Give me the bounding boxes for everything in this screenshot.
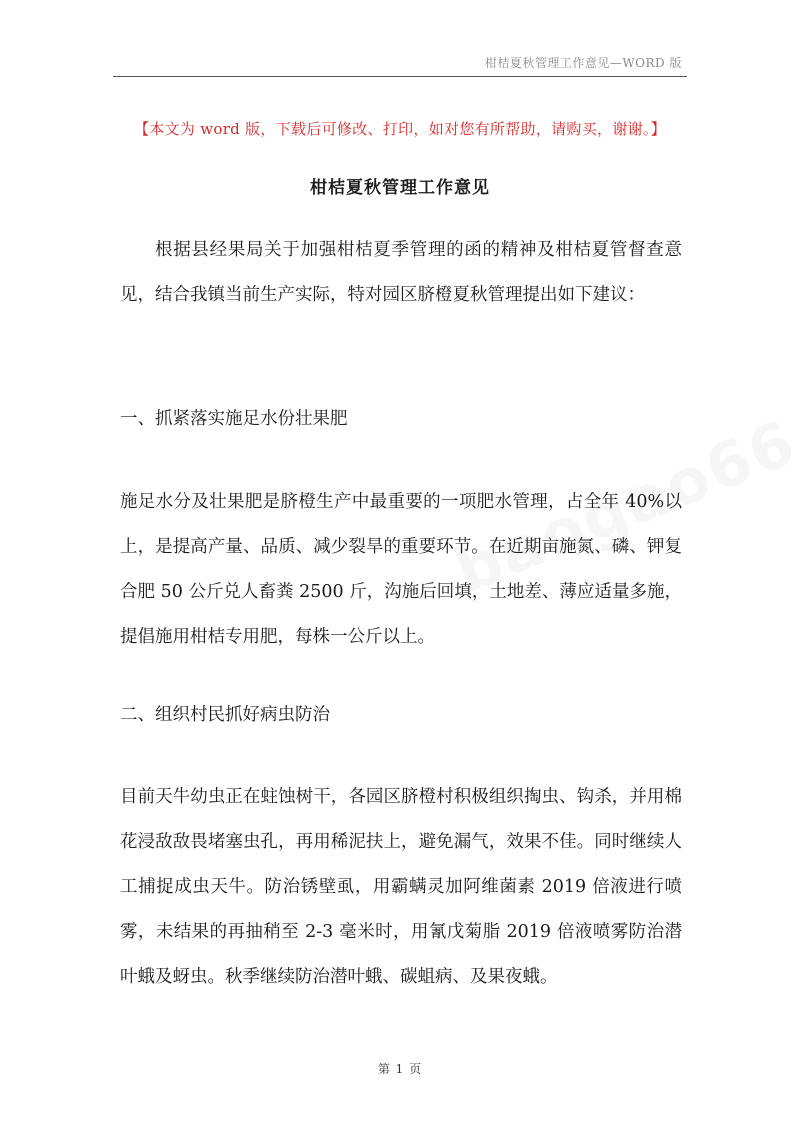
section-heading-2: 二、组织村民抓好病虫防治 xyxy=(120,705,330,725)
header-divider xyxy=(113,76,687,77)
intro-paragraph: 根据县经果局关于加强柑桔夏季管理的函的精神及柑桔夏管督查意见，结合我镇当前生产实际，特对园区脐橙夏秋管理提出如下建议： xyxy=(120,240,682,305)
document-title: 柑桔夏秋管理工作意见 xyxy=(310,178,490,198)
purchase-notice: 【本文为 word 版，下载后可修改、打印，如对您有所帮助，请购买，谢谢。】 xyxy=(133,120,667,138)
page-number: 第 1 页 xyxy=(377,1062,423,1076)
running-header: 柑桔夏秋管理工作意见—WORD 版 xyxy=(484,56,682,70)
section-body-2: 目前天牛幼虫正在蛀蚀树干，各园区脐橙村积极组织掏虫、钩杀，并用棉花浸敌敌畏堵塞虫孔，再用稀泥扶上，避免漏气，效果不佳。同时继续人工捕捉成虫天牛。防治锈壁虱，用霸螨灵加阿维菌素 2019 倍液进行喷雾，未结果的再抽稍至 2-3 毫米时，用氰戊菊脂 2019 倍液喷雾防治潜叶蛾及蚜虫。秋季继续防治潜叶蛾、碳蛆病、及果夜蛾。 xyxy=(120,787,682,987)
section-heading-1: 一、抓紧落实施足水份壮果肥 xyxy=(120,409,348,429)
section-body-1: 施足水分及壮果肥是脐橙生产中最重要的一项肥水管理，占全年 40%以上，是提高产量、品质、减少裂旱的重要环节。在近期亩施氮、磷、钾复合肥 50 公斤兑人畜粪 2500 斤，沟施后回填，土地差、薄应适量多施，提倡施用柑桔专用肥，每株一公斤以上。 xyxy=(120,492,682,647)
